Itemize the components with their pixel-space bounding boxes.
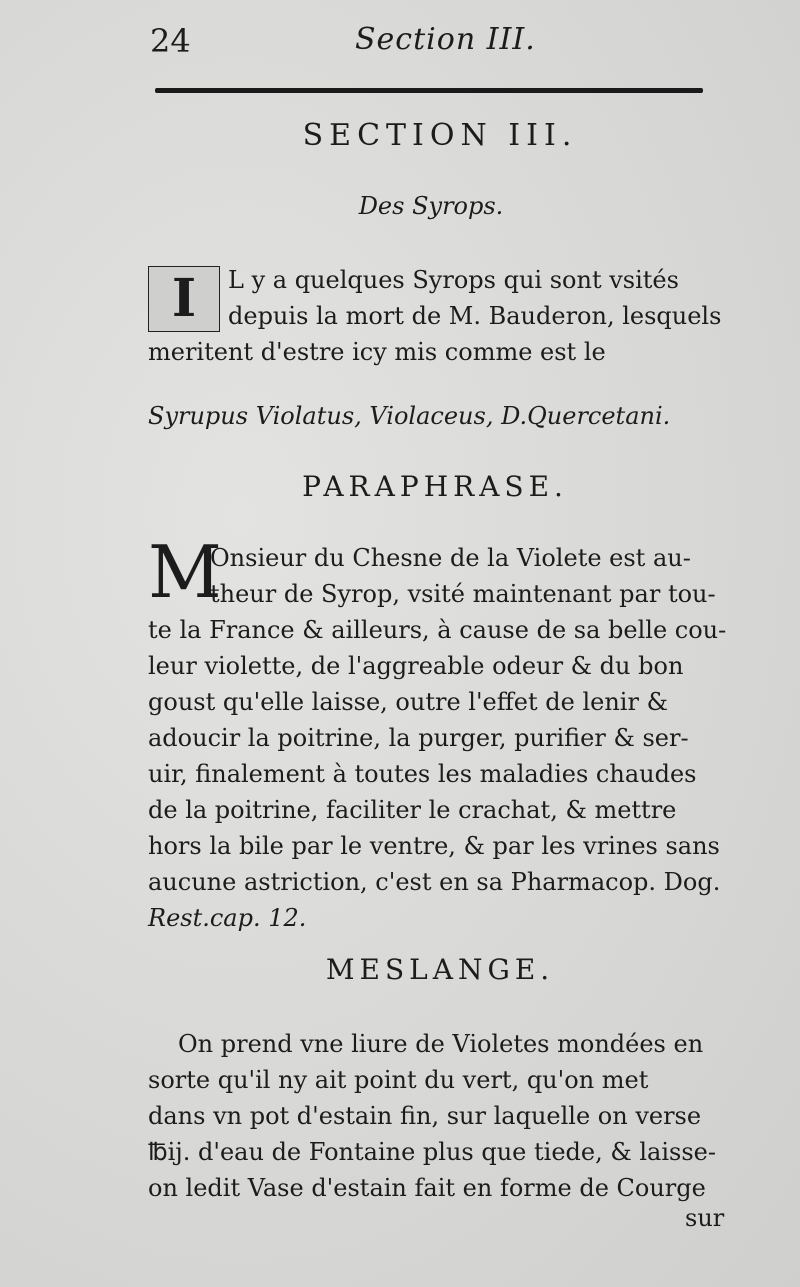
catchword: sur: [685, 1204, 725, 1232]
text-line: hors la bile par le ventre, & par les vrines sans: [148, 832, 720, 860]
intro-paragraph: [148, 262, 733, 370]
text-line: ℔ij. d'eau de Fontaine plus que tiede, & laisse-: [148, 1138, 716, 1166]
text-line: goust qu'elle laisse, outre l'effet de lenir &: [148, 688, 668, 716]
text-line: On prend vne liure de Violetes mondées en: [178, 1030, 704, 1058]
ornamental-initial: I: [148, 266, 220, 332]
paraphrase-heading: PARAPHRASE.: [302, 470, 568, 503]
text-line: on ledit Vase d'estain fait en forme de Courge: [148, 1174, 706, 1202]
page-header: [150, 18, 710, 68]
meslange-heading: MESLANGE.: [325, 953, 555, 986]
page-number: 24: [150, 22, 191, 60]
text-line: sorte qu'il ny ait point du vert, qu'on met: [148, 1066, 649, 1094]
text-line: te la France & ailleurs, à cause de sa belle cou-: [148, 616, 727, 644]
text-line: leur violette, de l'aggreable odeur & du bon: [148, 652, 684, 680]
text-line: adoucir la poitrine, la purger, purifier & ser-: [148, 724, 689, 752]
text-line: dans vn pot d'estain fin, sur laquelle on verse: [148, 1102, 702, 1130]
section-title: SECTION III.: [302, 118, 578, 153]
text-line: Rest.cap. 12.: [148, 904, 307, 932]
meslange-paragraph: [148, 1026, 733, 1206]
text-line: theur de Syrop, vsité maintenant par tou-: [210, 580, 716, 608]
running-head: Section III.: [355, 22, 536, 57]
text-line: Onsieur du Chesne de la Violete est au-: [210, 544, 691, 572]
text-line: meritent d'estre icy mis comme est le: [148, 338, 606, 366]
paraphrase-paragraph: [148, 530, 733, 936]
drop-cap-initial: M: [148, 530, 222, 614]
syrup-title: Syrupus Violatus, Violaceus, D.Quercetani.: [148, 402, 671, 430]
header-rule: [155, 88, 703, 93]
section-subtitle: Des Syrops.: [358, 192, 504, 220]
text-line: aucune astriction, c'est en sa Pharmacop. Dog.: [148, 868, 721, 896]
text-line: L y a quelques Syrops qui sont vsités: [228, 266, 679, 294]
text-line: de la poitrine, faciliter le crachat, & mettre: [148, 796, 677, 824]
text-line: depuis la mort de M. Bauderon, lesquels: [228, 302, 722, 330]
text-line: uir, finalement à toutes les maladies chaudes: [148, 760, 697, 788]
